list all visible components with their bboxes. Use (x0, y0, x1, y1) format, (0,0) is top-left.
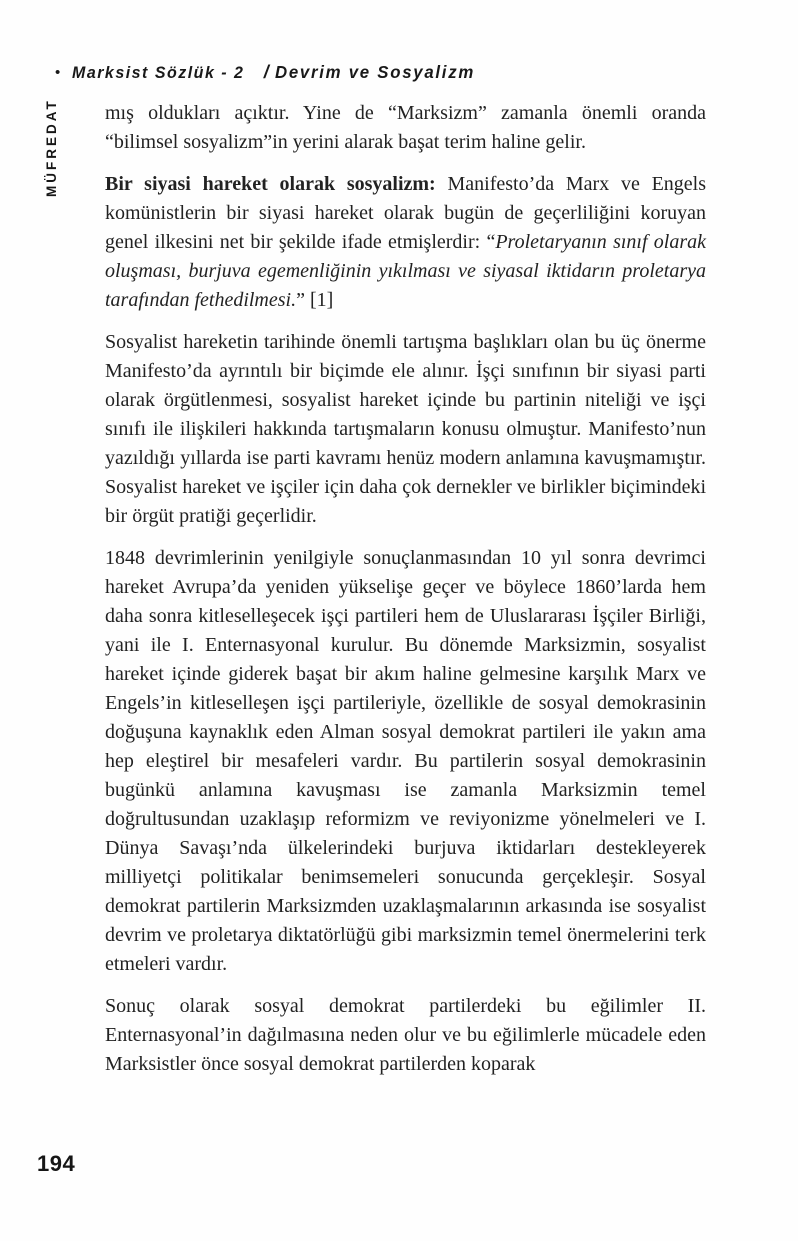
series-title: Marksist Sözlük - 2 (72, 63, 245, 82)
running-head (55, 62, 483, 83)
bullet-icon: • (55, 64, 61, 81)
paragraph (105, 544, 706, 979)
text-run-regular: Manifesto’da Marx ve Engels komünistlerin bir siyasi hareket olarak bugün de geçerliliğini koruyan genel ilkesini net bir şekilde ifade etmişlerdir: “ (105, 173, 707, 253)
text-run-regular: Sosyalist hareketin tarihinde önemli tartışma başlıkları olan bu üç önerme Manifesto’da ayrıntılı bir biçimde ele alınır. İşçi sınıfının bir siyasi parti olarak örgütlenmesi, sosyalist hareket içinde bu partinin niteliği ve işçi sınıfı ile ilişkileri hakkında tartışmaların konusu olmuştur. Manifesto’nun yazıldığı yıllarda ise parti kavramı henüz modern anlamına kavuşmamıştır. Sosyalist hareket ve işçiler için daha çok dernekler ve birlikler biçimindeki bir örgüt pratiği geçerlidir. (105, 331, 706, 527)
paragraph (105, 328, 706, 531)
text-run-regular: 1848 devrimlerinin yenilgiyle sonuçlanmasından 10 yıl sonra devrimci hareket Avrupa’da yeniden yükselişe geçer ve böylece 1860’larda hem daha sonra kitleselleşecek işçi partileri hem de Uluslararası İşçiler Birliği, yani ile I. Enternasyonal kurulur. Bu dönemde Marksizmin, sosyalist hareket içinde giderek başat bir akım haline gelmesine karşılık Marx ve Engels’in kitleselleşen işçi partileriyle, özellikle de sosyal demokrasinin doğuşuna kaynaklık eden Alman sosyal demokrat partileri ile yakın ama hep eleştirel bir mesafeleri vardır. Bu partilerin sosyal demokrasinin bugünkü anlamına kavuşması ise zamanla Marksizmin temel doğrultusundan uzaklaşıp reformizm ve reviyonizme yönelmeleri ve I. Dünya Savaşı’nda ülkelerindeki burjuva iktidarları destekleyerek milliyetçi politikalar benimsemeleri sonucunda gerçekleşir. Sosyal demokrat partilerin Marksizmden uzaklaşmalarının arkasında ise sosyalist devrim ve proletarya diktatörlüğü gibi marksizmin temel önermelerini terk etmeleri vardır. (105, 547, 706, 975)
text-run-regular: ” [1] (296, 289, 334, 311)
paragraph (105, 992, 706, 1079)
text-run-regular: mış oldukları açıktır. Yine de “Marksizm” zamanla önemli oranda “bilimsel sosyalizm”in yerini alarak başat terim haline gelir. (105, 102, 706, 153)
margin-vertical-label: MÜFREDAT (44, 98, 59, 197)
paragraph (105, 99, 706, 157)
section-title: Devrim ve Sosyalizm (274, 62, 475, 82)
text-run-regular: Sonuç olarak sosyal demokrat partilerdeki bu eğilimler II. Enternasyonal’in dağılmasına neden olur ve bu eğilimlerle mücadele eden Marksistler önce sosyal demokrat partilerden koparak (105, 995, 706, 1075)
text-run-bold: Bir siyasi hareket olarak sosyalizm: (105, 173, 448, 195)
header-separator: / (263, 62, 269, 82)
paragraph (105, 170, 706, 315)
page-number: 194 (37, 1151, 76, 1176)
body-text (105, 99, 706, 1079)
text-run-italic: Proletaryanın sınıf olarak oluşması, burjuva egemenliğinin yıkılması ve siyasal iktidarın proletarya tarafından fethedilmesi. (105, 231, 706, 311)
